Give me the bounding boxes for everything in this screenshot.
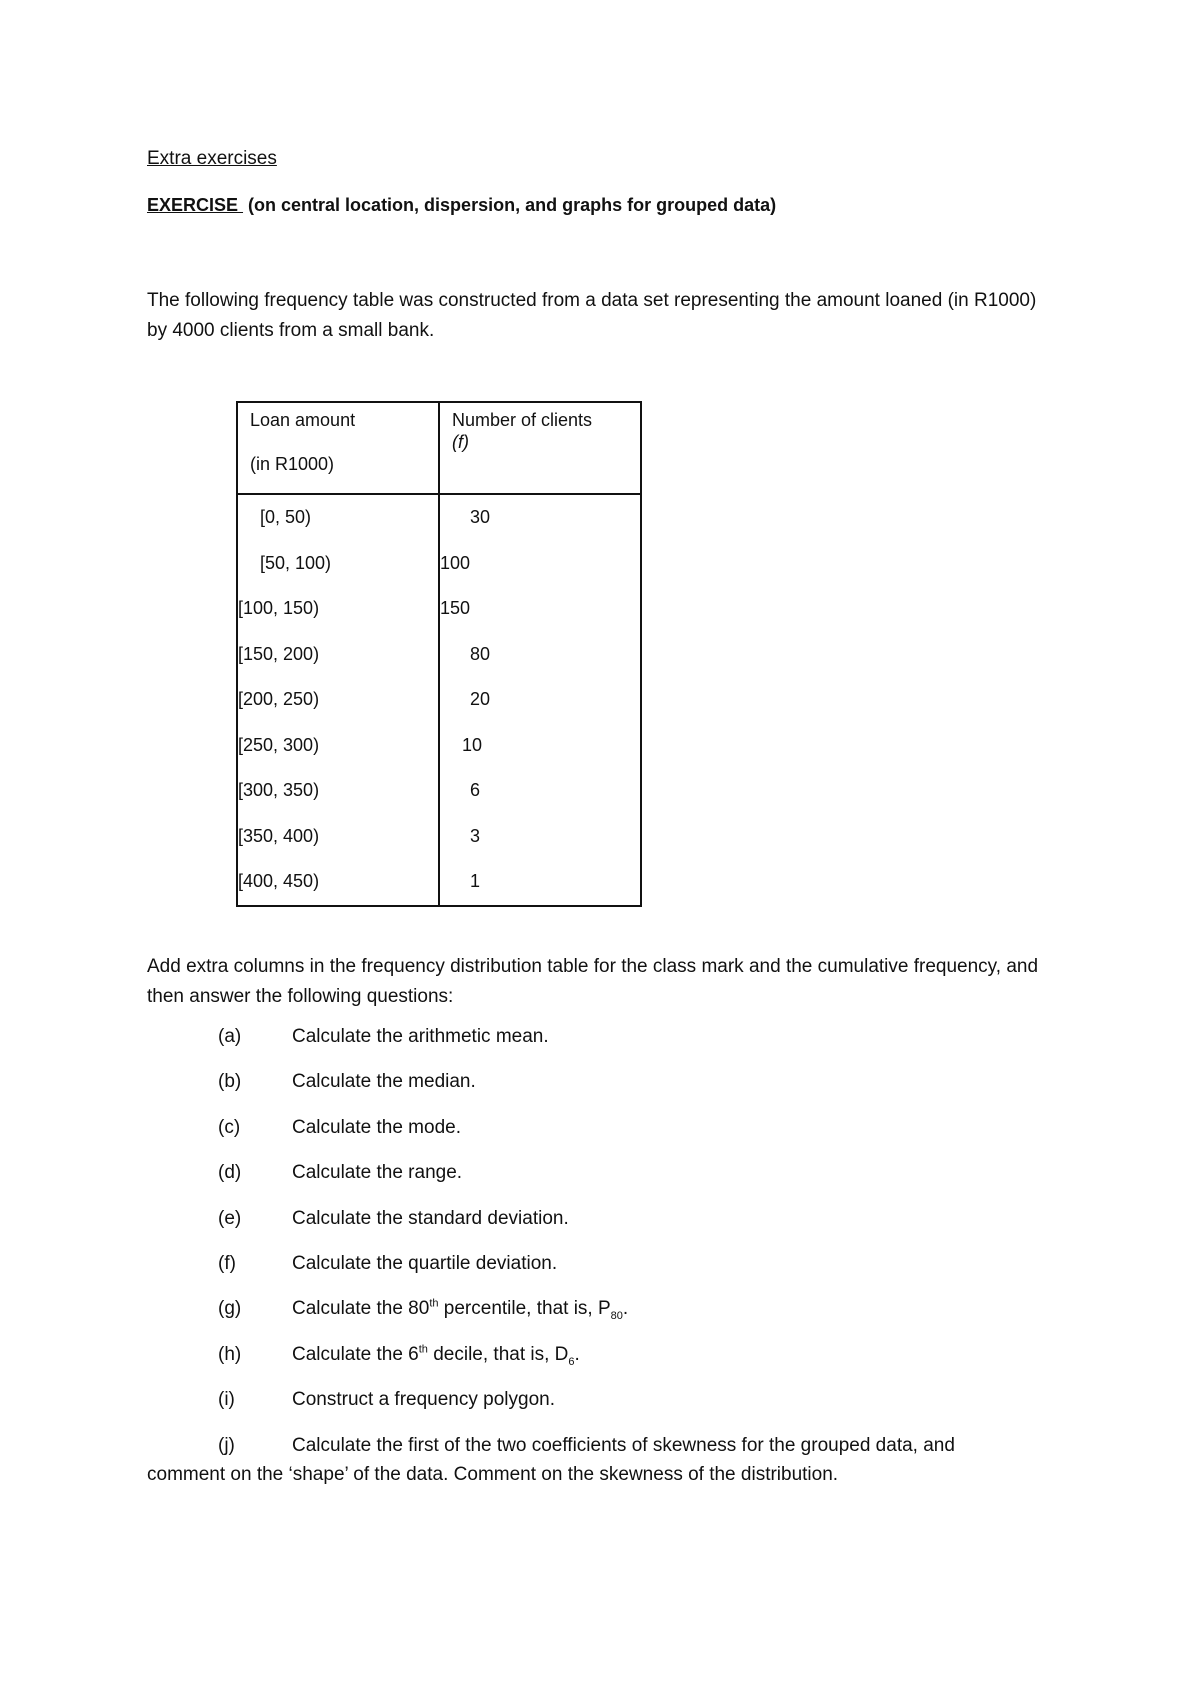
frequency-cell: 20 xyxy=(439,677,641,723)
question-list xyxy=(218,1022,1038,1431)
question-text: Calculate the median. xyxy=(292,1071,476,1093)
question-label: (f) xyxy=(218,1252,236,1274)
frequency-cell: 80 xyxy=(439,632,641,678)
question-item xyxy=(218,1340,1038,1385)
header-clients-line2: (f) xyxy=(452,432,469,452)
document-heading: Extra exercises xyxy=(147,148,277,169)
interval-cell: [0, 50) xyxy=(237,494,439,541)
table-row xyxy=(237,494,641,541)
question-text-part: . xyxy=(574,1343,580,1365)
table-header-row xyxy=(237,402,641,494)
question-label: (j) xyxy=(218,1435,235,1456)
intro-paragraph: The following frequency table was constructed from a data set representing the amount loaned (in R1000) by 4000 clients from a small bank. xyxy=(147,290,1037,341)
question-label: (g) xyxy=(218,1298,242,1320)
question-text xyxy=(292,1340,580,1370)
question-label: (c) xyxy=(218,1116,241,1138)
table-row xyxy=(237,859,641,906)
question-text xyxy=(292,1294,628,1324)
header-number-of-clients xyxy=(439,402,641,494)
interval-cell: [300, 350) xyxy=(237,768,439,814)
question-text: Calculate the first of the two coefficients of skewness for the grouped data, and xyxy=(292,1435,955,1456)
question-item xyxy=(218,1022,1038,1067)
subscript: 6 xyxy=(568,1355,575,1368)
header-loan-amount-line2: (in R1000) xyxy=(250,454,335,474)
table-row xyxy=(237,723,641,769)
header-loan-amount xyxy=(237,402,439,494)
frequency-table xyxy=(236,401,642,907)
frequency-cell: 6 xyxy=(439,768,641,814)
question-text-part: percentile, that is, P xyxy=(438,1298,611,1320)
question-text-part: . xyxy=(622,1298,629,1320)
table-row xyxy=(237,677,641,723)
superscript: th xyxy=(429,1298,439,1311)
question-item xyxy=(218,1158,1038,1203)
interval-cell: [350, 400) xyxy=(237,814,439,860)
question-item xyxy=(218,1294,1038,1339)
question-item xyxy=(218,1067,1038,1112)
interval-cell: [400, 450) xyxy=(237,859,439,906)
question-item-j xyxy=(147,1431,1047,1489)
table-row xyxy=(237,541,641,587)
question-text: Construct a frequency polygon. xyxy=(292,1389,555,1411)
table-row xyxy=(237,586,641,632)
question-text-part: Calculate the 6 xyxy=(292,1343,419,1365)
frequency-cell: 100 xyxy=(439,541,641,587)
question-label: (a) xyxy=(218,1026,242,1047)
frequency-cell: 150 xyxy=(439,586,641,632)
question-text-part: decile, that is, D xyxy=(427,1343,569,1365)
question-label: (d) xyxy=(218,1162,242,1184)
question-item xyxy=(218,1385,1038,1430)
question-text: Calculate the range. xyxy=(292,1162,463,1184)
table-row xyxy=(237,814,641,860)
question-j-first-line xyxy=(147,1431,1047,1460)
question-text-part: Calculate the 80 xyxy=(292,1298,430,1320)
question-item xyxy=(218,1204,1038,1249)
exercise-label: EXERCISE xyxy=(147,195,244,215)
question-text: Calculate the mode. xyxy=(292,1116,461,1138)
question-j-second-line: comment on the ‘shape’ of the data. Comment on the skewness of the distribution. xyxy=(147,1464,839,1485)
question-label: (b) xyxy=(218,1071,242,1093)
question-label: (i) xyxy=(218,1389,235,1411)
frequency-cell: 1 xyxy=(439,859,641,906)
exercise-subtitle: (on central location, dispersion, and graphs for grouped data) xyxy=(243,195,777,215)
interval-cell: [50, 100) xyxy=(237,541,439,587)
question-label: (e) xyxy=(218,1207,242,1229)
frequency-cell: 30 xyxy=(439,494,641,541)
question-text: Calculate the standard deviation. xyxy=(292,1207,569,1229)
question-item xyxy=(218,1113,1038,1158)
question-item xyxy=(218,1249,1038,1294)
header-loan-amount-line1: Loan amount xyxy=(250,410,356,430)
exercise-title xyxy=(147,195,776,216)
table-row xyxy=(237,768,641,814)
subscript: 80 xyxy=(610,1310,623,1323)
question-text: Calculate the quartile deviation. xyxy=(292,1252,558,1274)
frequency-cell: 3 xyxy=(439,814,641,860)
question-label: (h) xyxy=(218,1343,242,1365)
superscript: th xyxy=(418,1343,428,1356)
header-clients-line1: Number of clients xyxy=(452,410,593,430)
question-text: Calculate the arithmetic mean. xyxy=(292,1026,549,1047)
interval-cell: [200, 250) xyxy=(237,677,439,723)
interval-cell: [250, 300) xyxy=(237,723,439,769)
instructions-paragraph: Add extra columns in the frequency distribution table for the class mark and the cumulative frequency, and then answer the following questions: xyxy=(147,956,1039,1007)
interval-cell: [150, 200) xyxy=(237,632,439,678)
interval-cell: [100, 150) xyxy=(237,586,439,632)
table-row xyxy=(237,632,641,678)
frequency-cell: 10 xyxy=(439,723,641,769)
